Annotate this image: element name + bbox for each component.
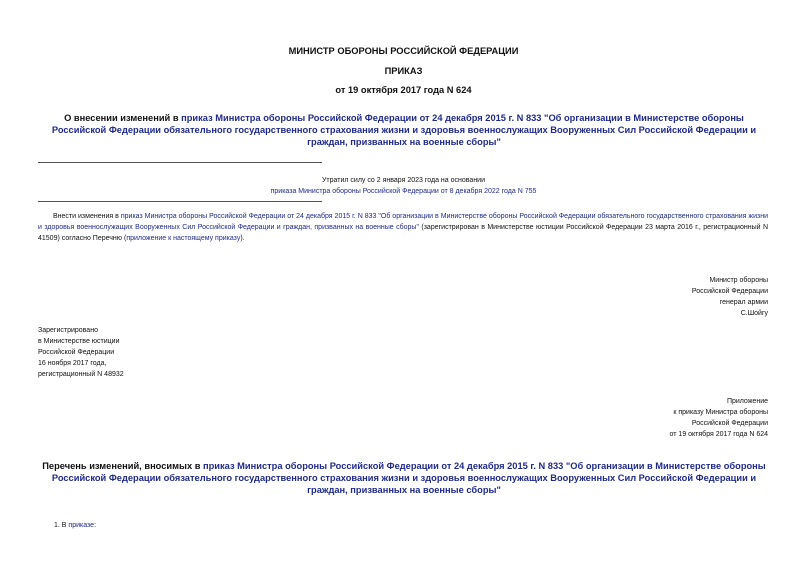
list-title-order-link[interactable]: приказ Министра обороны Российской Федерации от 24 декабря 2015 г. N 833 "Об организации в Министерстве обороны Российской Федерации обязательного государственного страхования жизни и здоровья военнослужащих Вооруженных Сил Российской Федерации и граждан, призванных на военные сборы" [51,461,766,495]
title-prefix: О внесении изменений в [64,113,182,123]
registration-line: Зарегистрировано [38,327,98,334]
registration-line: 16 ноября 2017 года, [38,360,107,367]
appendix-block [670,396,768,440]
appendix-line: Российской Федерации [691,420,768,427]
appendix-line: к приказу Министра обороны [673,409,768,416]
registration-line: регистрационный N 48932 [38,371,124,378]
body-text-mid: (зарегистрирован в Министерстве юстиции Российской Федерации 23 марта 2016 г., регистрационный N 41509) согласно Перечню ( [38,224,768,242]
divider-bottom [38,201,322,202]
body-order-link[interactable]: приказ Министра обороны Российской Федерации от 24 декабря 2015 г. N 833 "Об организации в Министерстве обороны Российской Федерации обязательного государственного страхования жизни и здоровья военнослужащих Вооруженных Сил Российской Федерации и граждан, призванных на военные сборы" [38,213,769,231]
item1-suffix: : [94,522,97,529]
registration-line: Российской Федерации [38,349,115,356]
document-title [36,113,772,148]
list-item-1 [54,520,96,531]
divider-top [38,162,322,163]
signature-name: С.Шойгу [740,310,768,317]
body-paragraph [38,211,768,244]
registration-block [38,325,124,380]
appendix-line: от 19 октября 2017 года N 624 [669,431,768,438]
status-text: Утратил силу со 2 января 2023 года на основании [321,177,486,184]
status-note [0,175,807,197]
body-text-start: Внести изменения в [53,213,121,220]
signature-line: Российской Федерации [691,288,768,295]
list-title [40,461,768,496]
signature-line: генерал армии [719,299,768,306]
issuer-heading: МИНИСТР ОБОРОНЫ РОССИЙСКОЙ ФЕДЕРАЦИИ [288,46,519,56]
item1-prefix: 1. В [54,522,69,529]
body-text-end: ). [240,235,245,242]
appendix-line: Приложение [726,398,768,405]
list-title-prefix: Перечень изменений, вносимых в [42,461,203,471]
doc-type-heading: ПРИКАЗ [384,66,423,76]
registration-line: в Министерстве юстиции [38,338,120,345]
doc-date-number: от 19 октября 2017 года N 624 [335,85,472,95]
title-order-link[interactable]: приказ Министра обороны Российской Федерации от 24 декабря 2015 г. N 833 "Об организации в Министерстве обороны Российской Федерации обязательного государственного страхования жизни и здоровья военнослужащих Вооруженных Сил Российской Федерации и граждан, призванных на военные сборы" [51,113,757,147]
item1-order-link[interactable]: приказе [68,522,95,529]
signature-block [692,275,768,319]
signature-line: Министр обороны [709,277,768,284]
status-repeal-link[interactable]: приказа Министра обороны Российской Федерации от 8 декабря 2022 года N 755 [270,188,537,195]
body-appendix-link[interactable]: приложение к настоящему приказу [126,235,241,242]
